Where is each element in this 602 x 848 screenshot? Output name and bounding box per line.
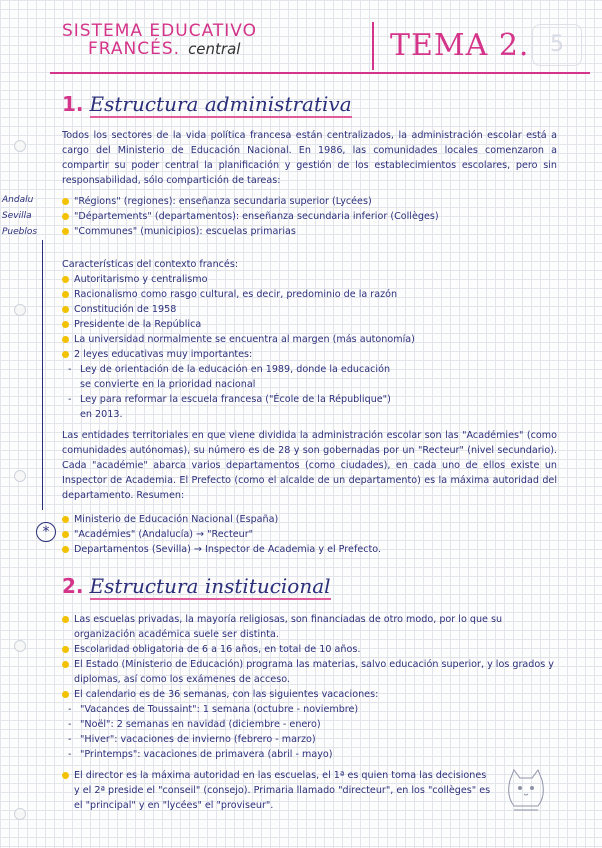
topic-label: TEMA 2.	[390, 28, 530, 63]
dash-marker: -	[68, 364, 72, 375]
list-item-text: "Départements" (departamentos): enseñanza secundaria inferior (Collèges)	[74, 211, 439, 222]
holiday-text: "Noël": 2 semanas en navidad (diciembre - enero)	[80, 719, 321, 730]
bullet-dot-icon	[62, 351, 69, 358]
bullet-dot-icon	[62, 646, 69, 653]
title-line-2-text: FRANCÉS.	[88, 39, 181, 59]
document-title	[62, 21, 257, 59]
law-item	[62, 362, 562, 377]
list-item-text: 2 leyes educativas muy importantes:	[74, 349, 253, 360]
header-underline	[50, 72, 590, 74]
list-item	[62, 657, 562, 687]
asterisk-icon: *	[36, 522, 56, 542]
law-text: Ley para reformar la escuela francesa ("École de la République")	[80, 394, 391, 405]
list-item-text: Racionalismo como rasgo cultural, es decir, predominio de la razón	[74, 289, 398, 300]
dash-marker: -	[68, 719, 72, 730]
list-item-text: La universidad normalmente se encuentra al margen (más autonomía)	[74, 334, 415, 345]
list-item	[62, 302, 562, 317]
watermark-stamp: 5	[532, 24, 582, 66]
dash-marker: -	[68, 749, 72, 760]
binder-hole	[14, 140, 26, 152]
side-note-andalu: Andalu	[2, 195, 34, 205]
list-item	[62, 332, 562, 347]
dash-marker: -	[68, 704, 72, 715]
law-text: en 2013.	[80, 409, 123, 420]
bullet-dot-icon	[62, 321, 69, 328]
section-1-title: Estructura administrativa	[89, 92, 352, 116]
list-item-text: El calendario es de 36 semanas, con las siguientes vacaciones:	[74, 689, 379, 700]
list-item	[62, 317, 562, 332]
binder-hole	[14, 304, 26, 316]
list-item	[62, 224, 562, 239]
list-item	[62, 542, 562, 557]
dash-marker: -	[68, 734, 72, 745]
dash-marker: -	[68, 394, 72, 405]
list-item-text: "Académies" (Andalucía) → "Recteur"	[74, 529, 254, 540]
law-item	[62, 377, 562, 392]
holiday-item	[62, 717, 562, 732]
list-item-text: Ministerio de Educación Nacional (España)	[74, 514, 279, 525]
list-item	[62, 194, 562, 209]
section-2-number: 2.	[62, 574, 84, 598]
admin-levels-list	[62, 194, 562, 239]
cat-doodle-icon	[502, 766, 550, 822]
section-1-number: 1.	[62, 92, 84, 116]
list-item-text: El director es la máxima autoridad en las escuelas, el 1ª es quien toma las decisiones y el 2ª preside el "conseil" (consejo). Primaria llamado "directeur", en los "collèges" es el "principal" y en "lycées" el "proviseur".	[74, 770, 491, 811]
law-item	[62, 392, 562, 407]
section-2-heading	[62, 574, 331, 598]
bullet-dot-icon	[62, 691, 69, 698]
title-line-1: SISTEMA EDUCATIVO	[62, 21, 257, 41]
list-item	[62, 209, 562, 224]
law-text: se convierte en la prioridad nacional	[80, 379, 256, 390]
summary-list	[62, 512, 562, 557]
holiday-item	[62, 747, 562, 762]
holiday-text: "Vacances de Toussaint": 1 semana (octubre - noviembre)	[80, 704, 359, 715]
binder-hole	[14, 640, 26, 652]
list-item	[62, 272, 562, 287]
list-item-text: El Estado (Ministerio de Educación) programa las materias, salvo educación superior, y los grados y diplomas, así como los exámenes de acceso.	[74, 659, 554, 685]
list-item	[62, 687, 562, 702]
bullet-dot-icon	[62, 516, 69, 523]
title-line-2	[88, 40, 240, 58]
holiday-item	[62, 702, 562, 717]
holiday-text: "Hiver": vacaciones de invierno (febrero - marzo)	[80, 734, 316, 745]
director-list	[62, 768, 492, 813]
list-item	[62, 612, 562, 642]
bullet-dot-icon	[62, 661, 69, 668]
context-list	[62, 272, 562, 422]
section-1-heading	[62, 92, 352, 116]
header-divider	[372, 22, 374, 70]
list-item-text: Escolaridad obligatoria de 6 a 16 años, en total de 10 años.	[74, 644, 361, 655]
margin-arrow-line	[42, 240, 43, 510]
list-item	[62, 347, 562, 362]
list-item-text: Autoritarismo y centralismo	[74, 274, 208, 285]
list-item	[62, 642, 562, 657]
bullet-dot-icon	[62, 228, 69, 235]
bullet-dot-icon	[62, 546, 69, 553]
bullet-dot-icon	[62, 531, 69, 538]
academies-paragraph: Las entidades territoriales en que viene dividida la administración escolar son las "Académies" (como comunidades autónomas), su número es de 28 y son gobernadas por un "Recteur" (nivel secundario). Cada "académie" abarca varios departamentos (como ciudades), en cada uno de ellos existe un Inspector de Academia. El Prefecto (como el alcalde de un departamento) es la máxima autoridad del departamento. Resumen:	[62, 430, 557, 501]
bullet-dot-icon	[62, 276, 69, 283]
title-extra: central	[188, 40, 241, 58]
side-note-pueblos: Pueblos	[2, 227, 38, 237]
list-item-text: "Régions" (regiones): enseñanza secundaria superior (Lycées)	[74, 196, 372, 207]
holiday-text: "Printemps": vacaciones de primavera (abril - mayo)	[80, 749, 333, 760]
bullet-dot-icon	[62, 772, 69, 779]
list-item	[62, 287, 562, 302]
context-heading: Características del contexto francés:	[62, 259, 239, 270]
list-item-text: Presidente de la República	[74, 319, 202, 330]
section-2-title: Estructura institucional	[89, 574, 331, 598]
institutional-list	[62, 612, 562, 762]
holiday-item	[62, 732, 562, 747]
side-note-sevilla: Sevilla	[2, 211, 32, 221]
bullet-dot-icon	[62, 213, 69, 220]
binder-hole	[14, 470, 26, 482]
binder-hole	[14, 808, 26, 820]
list-item	[62, 768, 492, 813]
list-item-text: Departamentos (Sevilla) → Inspector de Academia y el Prefecto.	[74, 544, 382, 555]
bullet-dot-icon	[62, 198, 69, 205]
list-item-text: "Communes" (municipios): escuelas primarias	[74, 226, 296, 237]
law-item	[62, 407, 562, 422]
list-item	[62, 512, 562, 527]
list-item-text: Constitución de 1958	[74, 304, 177, 315]
law-text: Ley de orientación de la educación en 1989, donde la educación	[80, 364, 391, 375]
list-item-text: Las escuelas privadas, la mayoría religiosas, son financiadas de otro modo, por lo que su organización académica suele ser distinta.	[74, 614, 503, 640]
list-item	[62, 527, 562, 542]
section-1-intro: Todos los sectores de la vida política francesa están centralizados, la administración escolar está a cargo del Ministerio de Educación Nacional. En 1986, las comunidades locales comenzaron a compartir su poder central la planificación y gestión de los establecimientos escolares, pero sin responsabilidad, sólo compartición de tareas:	[62, 130, 557, 186]
bullet-dot-icon	[62, 336, 69, 343]
bullet-dot-icon	[62, 616, 69, 623]
bullet-dot-icon	[62, 306, 69, 313]
bullet-dot-icon	[62, 291, 69, 298]
